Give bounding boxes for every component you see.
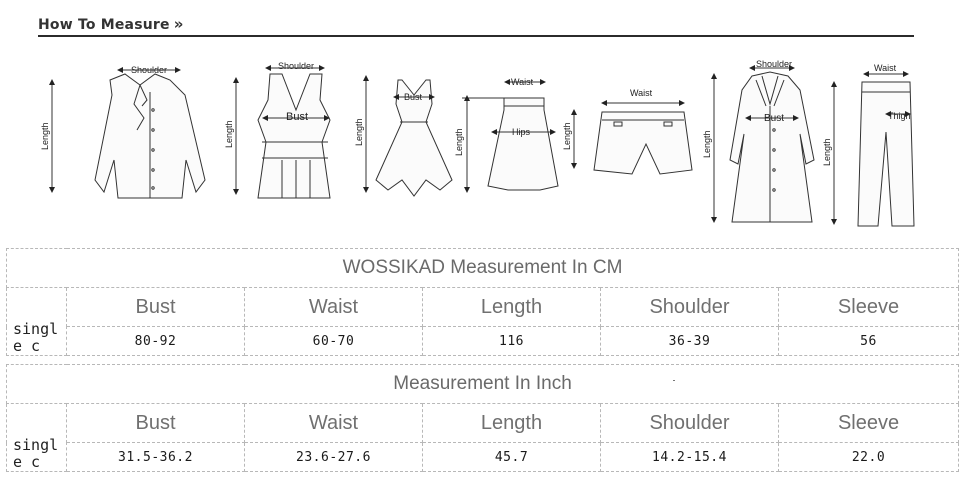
header-divider — [38, 35, 914, 37]
label-shoulder-blouse: Shoulder — [131, 65, 168, 75]
how-to-measure-title — [38, 15, 184, 33]
label-hips-skirt: Hips — [512, 127, 531, 137]
measurement-diagrams — [0, 40, 962, 240]
label-bust-dress: Bust — [404, 92, 423, 102]
label-bust-coat: Bust — [764, 113, 785, 124]
value-sleeve-inch: 22.0 — [779, 443, 959, 472]
table-title-inch: Measurement In Inch — [7, 365, 959, 404]
skirt-diagram — [462, 82, 558, 190]
value-waist-cm: 60-70 — [245, 327, 423, 356]
label-shoulder-coat: Shoulder — [756, 59, 793, 69]
value-shoulder-cm: 36-39 — [601, 327, 779, 356]
label-waist-shorts: Waist — [630, 88, 653, 98]
col-header-bust: Bust — [67, 404, 245, 443]
col-header-sleeve: Sleeve — [779, 404, 959, 443]
label-length-skirt: Length — [454, 128, 464, 156]
value-bust-cm: 80-92 — [67, 327, 245, 356]
label-waist-trousers: Waist — [874, 63, 897, 73]
label-length-trousers: Length — [822, 138, 832, 166]
value-shoulder-inch: 14.2-15.4 — [601, 443, 779, 472]
size-table-cm — [6, 248, 959, 356]
double-chevron-right-icon: » — [173, 15, 184, 33]
col-header-bust: Bust — [67, 288, 245, 327]
value-bust-inch: 31.5-36.2 — [67, 443, 245, 472]
col-header-shoulder: Shoulder — [601, 288, 779, 327]
col-header-length: Length — [423, 404, 601, 443]
label-length-blouse: Length — [40, 122, 50, 150]
label-waist-skirt: Waist — [511, 77, 534, 87]
vest-top-diagram — [236, 68, 330, 198]
col-header-shoulder: Shoulder — [601, 404, 779, 443]
col-header-waist: Waist — [245, 288, 423, 327]
value-sleeve-cm: 56 — [779, 327, 959, 356]
label-length-dress: Length — [354, 118, 364, 146]
blouse-diagram — [52, 70, 205, 198]
value-length-cm: 116 — [423, 327, 601, 356]
shorts-diagram — [574, 103, 692, 174]
how-to-measure-label: How To Measure — [38, 17, 170, 33]
label-length-coat: Length — [702, 130, 712, 158]
row-label-cm: single c — [7, 288, 67, 356]
label-length-vest: Length — [224, 120, 234, 148]
label-length-shorts: Length — [562, 122, 572, 150]
label-shoulder-vest: Shoulder — [278, 61, 315, 71]
label-bust-vest: Bust — [286, 111, 309, 123]
stray-dot — [673, 380, 675, 381]
row-label-inch: single c — [7, 404, 67, 472]
value-waist-inch: 23.6-27.6 — [245, 443, 423, 472]
col-header-length: Length — [423, 288, 601, 327]
label-thigh-trousers: Thigh — [888, 111, 911, 121]
col-header-waist: Waist — [245, 404, 423, 443]
col-header-sleeve: Sleeve — [779, 288, 959, 327]
table-title-cm: WOSSIKAD Measurement In CM — [7, 249, 959, 288]
trousers-diagram — [834, 74, 914, 226]
coat-diagram — [714, 68, 814, 222]
value-length-inch: 45.7 — [423, 443, 601, 472]
size-table-inch — [6, 364, 959, 472]
